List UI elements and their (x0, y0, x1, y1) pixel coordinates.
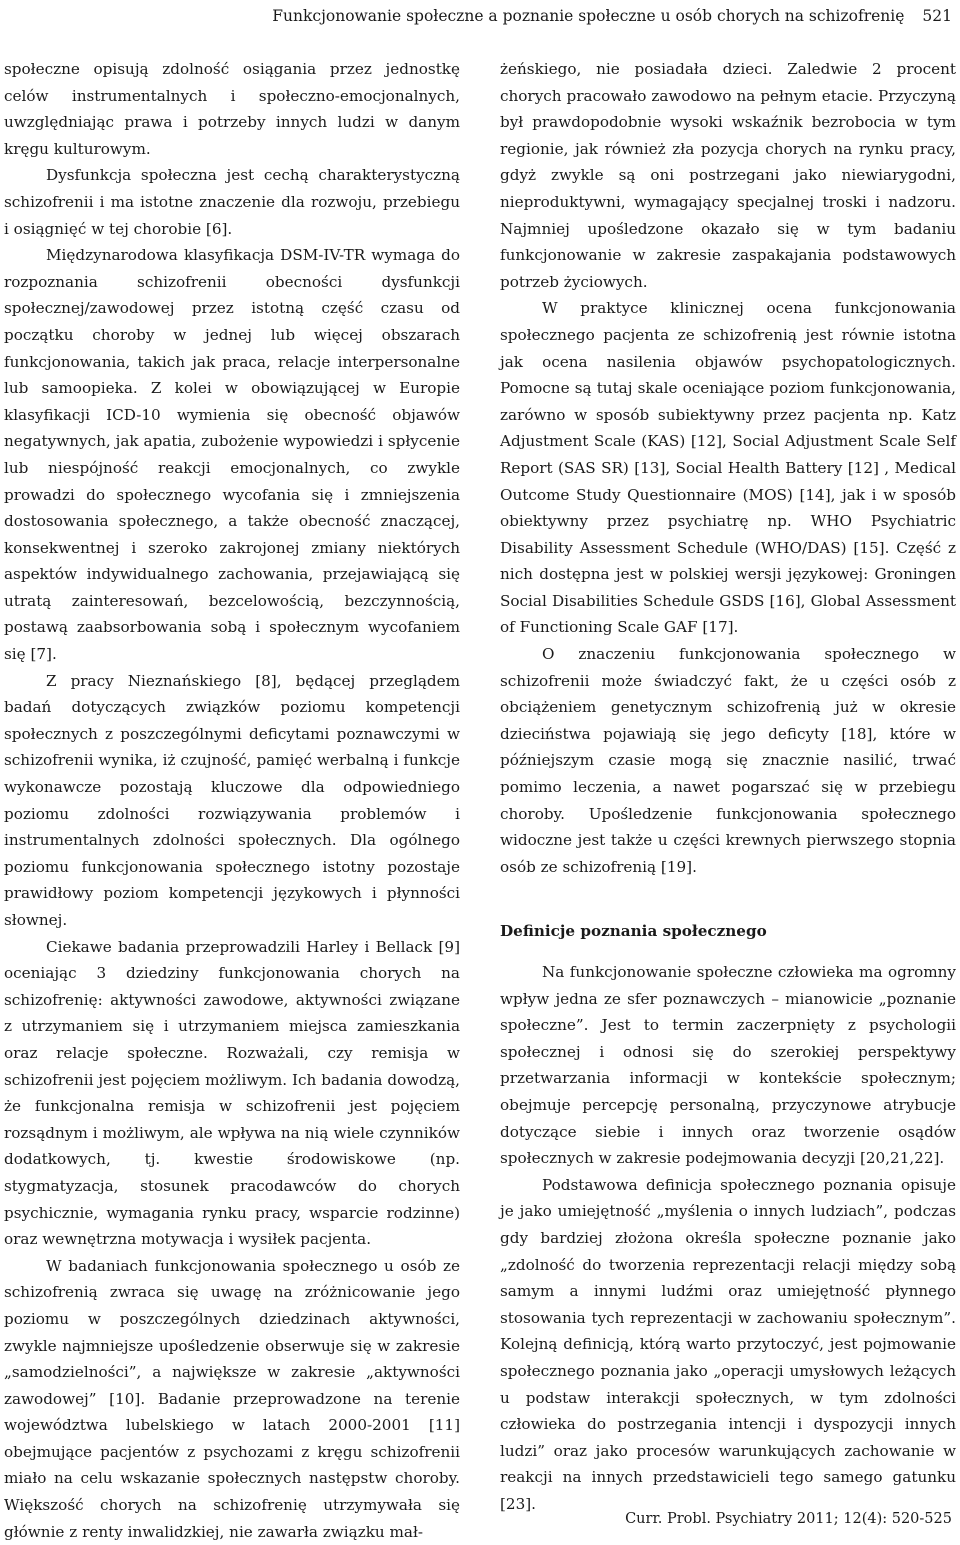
journal-citation: Curr. Probl. Psychiatry 2011; 12(4): 520-525 (625, 1511, 952, 1527)
paragraph: Międzynarodowa klasyfikacja DSM-IV-TR wymaga do rozpoznania schizofrenii obecności dysfunkcji społecznej/zawodowej przez istotną część czasu od początku choroby w jednej lub więcej obszarach funkcjonowania, takich jak praca, relacje interpersonalne lub samoopieka. Z kolei w obowiązującej w Europie klasyfikacji ICD-10 wymienia się obecność objawów negatywnych, jak apatia, zubożenie wypowiedzi i spłycenie lub niespójność reakcji emocjonalnych, co zwykle prowadzi do społecznego wycofania się i zmniejszenia dostosowania społecznego, a także obecność znaczącej, konsekwentnej i szeroko zakrojonej zmiany niektórych aspektów indywidualnego zachowania, przejawiającą się utratą zainteresowań, bezcelowością, bezczynnością, postawą zaabsorbowania sobą i społecznym wycofaniem się [7]. (4, 246, 460, 664)
paragraph: Z pracy Nieznańskiego [8], będącej przeglądem badań dotyczących związków poziomu kompetencji społecznych z poszczególnymi deficytami poznawczymi w schizofrenii wynika, iż czujność, pamięć werbalną i funkcje wykonawcze pozostają kluczowe dla odpowiedniego poziomu zdolności rozwiązywania problemów i instrumentalnych zdolności społecznych. Dla ogólnego poziomu funkcjonowania społecznego istotny pozostaje prawidłowy poziom kompetencji językowych i płynności słownej. (4, 671, 460, 929)
paragraph: Na funkcjonowanie społeczne człowieka ma ogromny wpływ jedna ze sfer poznawczych – mianowicie „poznanie społeczne”. Jest to termin zaczerpnięty z psychologii społecznej i odnosi się do szerokiej perspektywy przetwarzania informacji w kontekście społecznym; obejmuje percepcję personalną, przyczynowe atrybucje dotyczące siebie i innych oraz tworzenie osądów społecznych w zakresie podejmowania decyzji [20,21,22]. (500, 963, 956, 1168)
paragraph: społeczne opisują zdolność osiągania przez jednostkę celów instrumentalnych i społeczno-emocjonalnych, uwzględniając prawa i potrzeby innych ludzi w danym kręgu kulturowym. (4, 60, 460, 158)
paragraph: W badaniach funkcjonowania społecznego u osób ze schizofrenią zwraca się uwagę na zróżnicowanie jego poziomu w poszczególnych dziedzinach aktywności, zwykle najmniejsze upośledzenie obserwuje się w zakresie „samodzielności”, a największe w zakresie „aktywności zawodowej” [10]. Badanie przeprowadzone na terenie województwa lubelskiego w latach 2000-2001 [11] obejmujące pacjentów z psychozami z kręgu schizofrenii miało na celu wskazanie społecznych następstw choroby. Większość chorych na schizofrenię utrzymywała się głównie z renty inwalidzkiej, nie zawarła związku mał- (4, 1256, 460, 1541)
running-title: Funkcjonowanie społeczne a poznanie społeczne u osób chorych na schizofrenię (272, 7, 905, 25)
paragraph: Dysfunkcja społeczna jest cechą charakterystyczną schizofrenii i ma istotne znaczenie dla rozwoju, przebiegu i osiągnięć w tej chorobie [6]. (4, 166, 460, 238)
running-head (0, 4, 952, 28)
paragraph: W praktyce klinicznej ocena funkcjonowania społecznego pacjenta ze schizofrenią jest równie istotna jak ocena nasilenia objawów psychopatologicznych. Pomocne są tutaj skale oceniające poziom funkcjonowania, zarówno w sposób subiektywny przez pacjenta np. Katz Adjustment Scale (KAS) [12], Social Adjustment Scale Self Report (SAS SR) [13], Social Health Battery [12] , Medical Outcome Study Questionnaire (MOS) [14], jak i w sposób obiektywny przez psychiatrę np. WHO Psychiatric Disability Assessment Schedule (WHO/DAS) [15]. Część z nich dostępna jest w polskiej wersji językowej: Groningen Social Disabilities Schedule GSDS [16], Global Assessment of Functioning Scale GAF [17]. (500, 299, 956, 637)
paragraph: O znaczeniu funkcjonowania społecznego w schizofrenii może świadczyć fakt, że u części osób z obciążeniem genetycznym schizofrenią już w okresie dzieciństwa pojawiają się jego deficyty [18], które w późniejszym czasie mogą się znacznie nasilić, trwać pomimo leczenia, a nawet pogarszać się w przebiegu choroby. Upośledzenie funkcjonowania społecznego widoczne jest także u części krewnych pierwszego stopnia osób ze schizofrenią [19]. (500, 645, 956, 876)
right-column (500, 56, 956, 1517)
left-column (4, 56, 460, 1545)
page-number: 521 (922, 7, 952, 25)
paragraph: Ciekawe badania przeprowadzili Harley i Bellack [9] oceniając 3 dziedziny funkcjonowania chorych na schizofrenię: aktywności zawodowe, aktywności związane z utrzymaniem się i utrzymaniem miejsca zamieszkania oraz relacje społeczne. Rozważali, czy remisja w schizofrenii jest pojęciem możliwym. Ich badania dowodzą, że funkcjonalna remisja w schizofrenii jest pojęciem rozsądnym i możliwym, ale wpływa na nią wiele czynników dodatkowych, tj. kwestie środowiskowe (np. stygmatyzacja, stosunek pracodawców do chorych psychicznie, wymagania rynku pracy, wsparcie rodzinne) oraz wewnętrzna motywacja i wysiłek pacjenta. (4, 937, 460, 1249)
paragraph: żeńskiego, nie posiadała dzieci. Zaledwie 2 procent chorych pracowało zawodowo na pełnym etacie. Przyczyną był prawdopodobnie wysoki wskaźnik bezrobocia w tym regionie, jak również zła pozycja chorych na rynku pracy, gdyż zwykle są oni postrzegani jako niewiarygodni, nieproduktywni, wymagający specjalnej troski i nadzoru. Najmniej upośledzone okazało się w tym badaniu funkcjonowanie w zakresie zaspakajania podstawowych potrzeb życiowych. (500, 60, 956, 291)
paragraph: Podstawowa definicja społecznego poznania opisuje je jako umiejętność „myślenia o innych ludziach”, podczas gdy bardziej złożona określa społeczne poznanie jako „zdolność do tworzenia reprezentacji relacji między sobą samym a innymi ludźmi oraz umiejętność płynnego stosowania tych reprezentacji w zachowaniu społecznym”. Kolejną definicją, którą warto przytoczyć, jest pojmowanie społecznego poznania jako „operacji umysłowych leżących u podstaw interakcji społecznych, w tym zdolności człowieka do postrzegania intencji i dyspozycji innych ludzi” oraz jako procesów warunkujących zachowanie w reakcji na innych przedstawicieli tego samego gatunku [23]. (500, 1175, 956, 1513)
section-heading: Definicje poznania społecznego (500, 922, 767, 941)
